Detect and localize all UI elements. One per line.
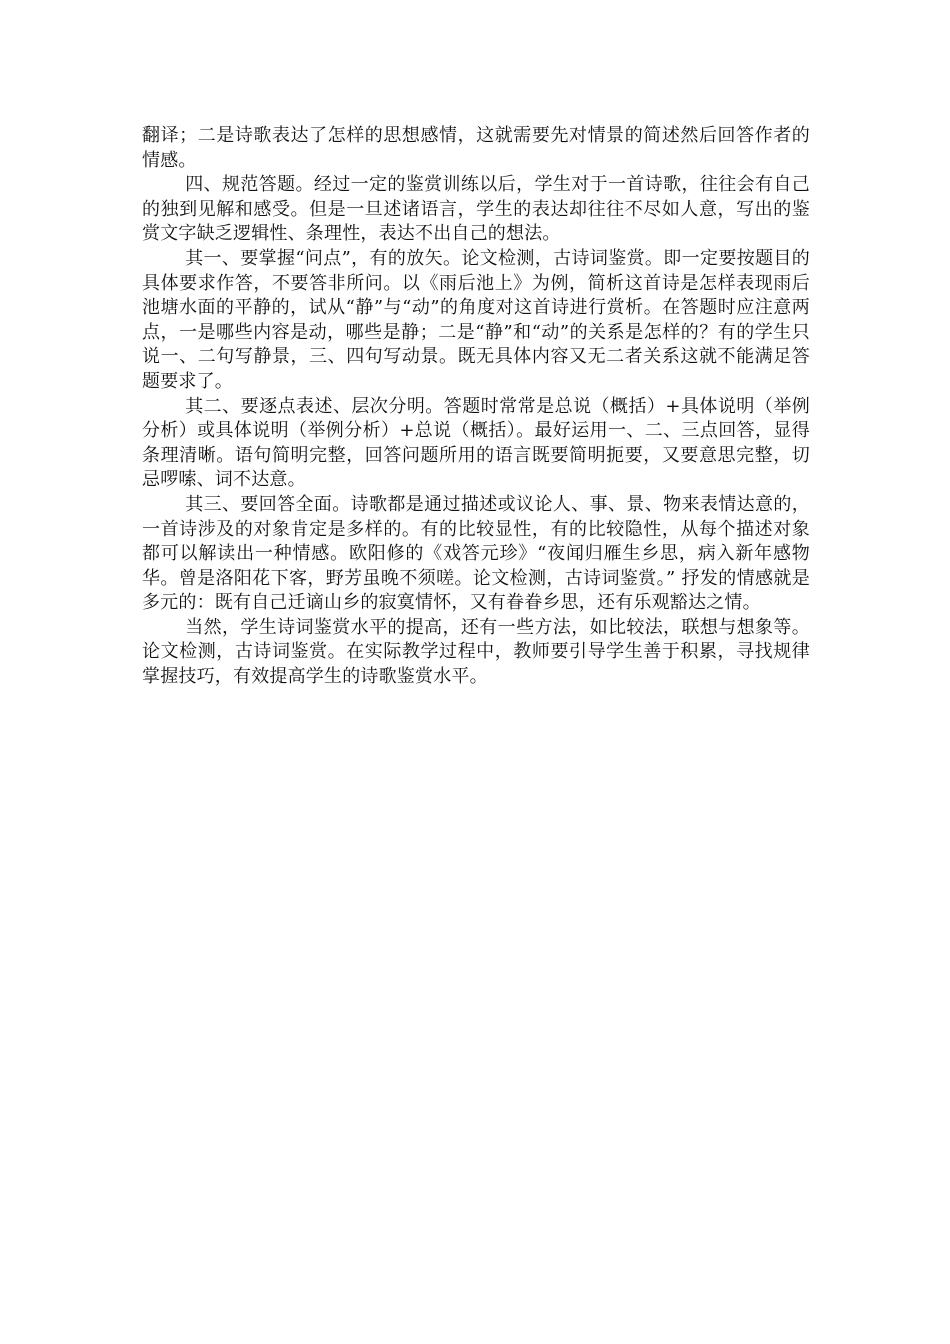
paragraph-point-one: 其一、要掌握“问点”，有的放矢。论文检测，古诗词鉴赏。即一定要按题目的具体要求作答，不要答非所问。以《雨后池上》为例，简析这首诗是怎样表现雨后池塘水面的平静的，试从“静”与“动”的角度对这首诗进行赏析。在答题时应注意两点，一是哪些内容是动，哪些是静；二是“静”和“动”的关系是怎样的？有的学生只说一、二句写静景，三、四句写动景。既无具体内容又无二者关系这就不能满足答题要求了。 [142,247,810,392]
paragraph-point-three: 其三、要回答全面。诗歌都是通过描述或议论人、事、景、物来表情达意的，一首诗涉及的对象肯定是多样的。有的比较显性，有的比较隐性，从每个描述对象都可以解读出一种情感。欧阳修的《戏答元珍》“夜闻归雁生乡思，病入新年感物华。曾是洛阳花下客，野芳虽晚不须嗟。论文检测，古诗词鉴赏。” 抒发的情感就是多元的：既有自己迁谪山乡的寂寞情怀，又有眷眷乡思，还有乐观豁达之情。 [142,493,810,614]
paragraph-point-two: 其二、要逐点表述、层次分明。答题时常常是总说（概括）+具体说明（举例分析）或具体说明（举例分析）+总说（概括）。最好运用一、二、三点回答，显得条理清晰。语句简明完整，回答问题所用的语言既要简明扼要，又要意思完整，切忌啰嗦、词不达意。 [142,395,810,491]
paragraph-section-four: 四、规范答题。经过一定的鉴赏训练以后，学生对于一首诗歌，往往会有自己的独到见解和感受。但是一旦述诸语言，学生的表达却往往不尽如人意，写出的鉴赏文字缺乏逻辑性、条理性，表达不出自己的想法。 [142,174,810,245]
paragraph-conclusion: 当然，学生诗词鉴赏水平的提高，还有一些方法，如比较法，联想与想象等。论文检测，古诗词鉴赏。在实际教学过程中，教师要引导学生善于积累，寻找规律掌握技巧，有效提高学生的诗歌鉴赏水平。 [142,616,810,688]
paragraph-continuation: 翻译；二是诗歌表达了怎样的思想感情，这就需要先对情景的简述然后回答作者的情感。 [142,125,810,171]
document-body [142,124,810,690]
